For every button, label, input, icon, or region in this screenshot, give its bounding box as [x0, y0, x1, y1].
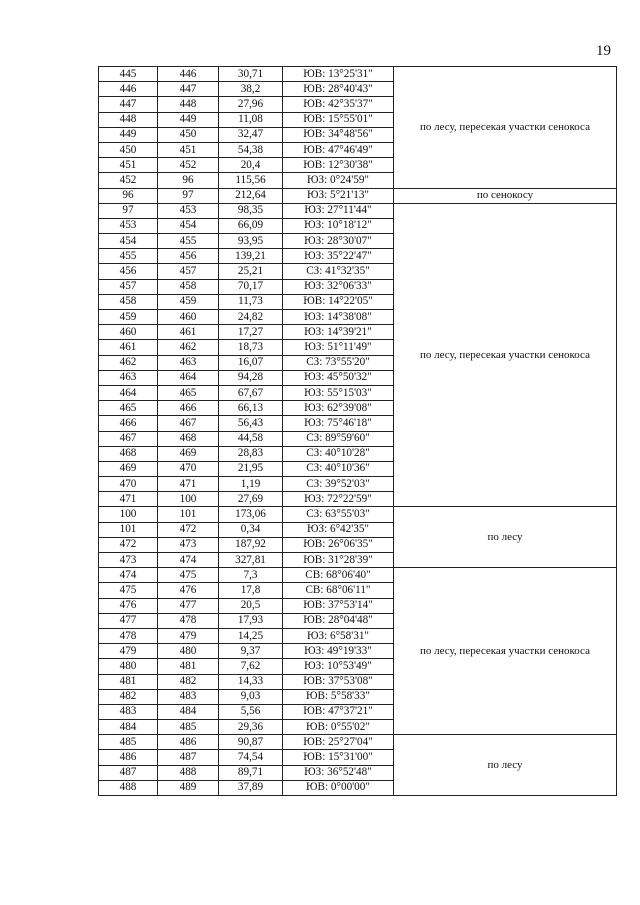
- distance-cell: 327,81: [219, 553, 283, 568]
- bearing-cell: ЮЗ: 28°30'07": [283, 234, 394, 249]
- from-point-cell: 448: [99, 112, 158, 127]
- from-point-cell: 458: [99, 294, 158, 309]
- bearing-cell: ЮЗ: 72°22'59": [283, 492, 394, 507]
- distance-cell: 25,21: [219, 264, 283, 279]
- bearing-cell: ЮВ: 28°40'43": [283, 82, 394, 97]
- from-point-cell: 469: [99, 461, 158, 476]
- bearing-cell: СЗ: 40°10'28": [283, 446, 394, 461]
- from-point-cell: 463: [99, 370, 158, 385]
- from-point-cell: 475: [99, 583, 158, 598]
- from-point-cell: 474: [99, 568, 158, 583]
- bearing-cell: ЮВ: 26°06'35": [283, 537, 394, 552]
- from-point-cell: 453: [99, 218, 158, 233]
- from-point-cell: 450: [99, 142, 158, 157]
- bearing-cell: СВ: 68°06'40": [283, 568, 394, 583]
- distance-cell: 74,54: [219, 750, 283, 765]
- table-row: [99, 507, 617, 522]
- to-point-cell: 487: [158, 750, 219, 765]
- from-point-cell: 462: [99, 355, 158, 370]
- description-cell: по лесу, пересекая участки сенокоса: [394, 67, 617, 189]
- from-point-cell: 485: [99, 735, 158, 750]
- to-point-cell: 465: [158, 385, 219, 400]
- bearing-cell: ЮЗ: 14°38'08": [283, 310, 394, 325]
- distance-cell: 139,21: [219, 249, 283, 264]
- to-point-cell: 477: [158, 598, 219, 613]
- to-point-cell: 463: [158, 355, 219, 370]
- from-point-cell: 100: [99, 507, 158, 522]
- bearing-cell: ЮЗ: 55°15'03": [283, 385, 394, 400]
- from-point-cell: 487: [99, 765, 158, 780]
- distance-cell: 30,71: [219, 67, 283, 82]
- bearing-cell: ЮВ: 28°04'48": [283, 613, 394, 628]
- to-point-cell: 473: [158, 537, 219, 552]
- distance-cell: 14,33: [219, 674, 283, 689]
- bearing-cell: СВ: 68°06'11": [283, 583, 394, 598]
- distance-cell: 32,47: [219, 127, 283, 142]
- from-point-cell: 467: [99, 431, 158, 446]
- distance-cell: 29,36: [219, 720, 283, 735]
- distance-cell: 93,95: [219, 234, 283, 249]
- distance-cell: 17,27: [219, 325, 283, 340]
- table-row: [99, 203, 617, 218]
- description-cell: по лесу, пересекая участки сенокоса: [394, 203, 617, 507]
- distance-cell: 17,93: [219, 613, 283, 628]
- bearing-cell: ЮВ: 31°28'39": [283, 553, 394, 568]
- to-point-cell: 455: [158, 234, 219, 249]
- bearing-cell: ЮЗ: 5°21'13": [283, 188, 394, 203]
- table-row: [99, 568, 617, 583]
- bearing-cell: ЮЗ: 75°46'18": [283, 416, 394, 431]
- to-point-cell: 476: [158, 583, 219, 598]
- to-point-cell: 469: [158, 446, 219, 461]
- from-point-cell: 472: [99, 537, 158, 552]
- from-point-cell: 488: [99, 780, 158, 795]
- to-point-cell: 457: [158, 264, 219, 279]
- from-point-cell: 96: [99, 188, 158, 203]
- distance-cell: 11,08: [219, 112, 283, 127]
- to-point-cell: 454: [158, 218, 219, 233]
- to-point-cell: 481: [158, 659, 219, 674]
- from-point-cell: 457: [99, 279, 158, 294]
- to-point-cell: 97: [158, 188, 219, 203]
- distance-cell: 38,2: [219, 82, 283, 97]
- from-point-cell: 477: [99, 613, 158, 628]
- bearing-cell: ЮЗ: 35°22'47": [283, 249, 394, 264]
- bearing-cell: ЮВ: 0°55'02": [283, 720, 394, 735]
- from-point-cell: 454: [99, 234, 158, 249]
- to-point-cell: 475: [158, 568, 219, 583]
- from-point-cell: 476: [99, 598, 158, 613]
- to-point-cell: 471: [158, 477, 219, 492]
- from-point-cell: 464: [99, 385, 158, 400]
- distance-cell: 173,06: [219, 507, 283, 522]
- bearing-cell: СЗ: 89°59'60": [283, 431, 394, 446]
- from-point-cell: 451: [99, 158, 158, 173]
- table-row: [99, 67, 617, 82]
- from-point-cell: 471: [99, 492, 158, 507]
- distance-cell: 0,34: [219, 522, 283, 537]
- to-point-cell: 478: [158, 613, 219, 628]
- from-point-cell: 482: [99, 689, 158, 704]
- distance-cell: 66,09: [219, 218, 283, 233]
- from-point-cell: 447: [99, 97, 158, 112]
- bearing-cell: СЗ: 40°10'36": [283, 461, 394, 476]
- distance-cell: 14,25: [219, 628, 283, 643]
- bearing-cell: ЮЗ: 0°24'59": [283, 173, 394, 188]
- to-point-cell: 100: [158, 492, 219, 507]
- to-point-cell: 482: [158, 674, 219, 689]
- to-point-cell: 456: [158, 249, 219, 264]
- to-point-cell: 450: [158, 127, 219, 142]
- bearing-cell: ЮВ: 47°37'21": [283, 704, 394, 719]
- distance-cell: 24,82: [219, 310, 283, 325]
- to-point-cell: 486: [158, 735, 219, 750]
- to-point-cell: 462: [158, 340, 219, 355]
- to-point-cell: 448: [158, 97, 219, 112]
- bearing-cell: ЮВ: 12°30'38": [283, 158, 394, 173]
- to-point-cell: 472: [158, 522, 219, 537]
- distance-cell: 212,64: [219, 188, 283, 203]
- bearing-cell: ЮВ: 14°22'05": [283, 294, 394, 309]
- from-point-cell: 483: [99, 704, 158, 719]
- to-point-cell: 459: [158, 294, 219, 309]
- to-point-cell: 479: [158, 628, 219, 643]
- description-cell: по лесу: [394, 735, 617, 796]
- to-point-cell: 446: [158, 67, 219, 82]
- from-point-cell: 486: [99, 750, 158, 765]
- distance-cell: 18,73: [219, 340, 283, 355]
- distance-cell: 89,71: [219, 765, 283, 780]
- distance-cell: 66,13: [219, 401, 283, 416]
- distance-cell: 98,35: [219, 203, 283, 218]
- bearing-cell: СЗ: 63°55'03": [283, 507, 394, 522]
- from-point-cell: 470: [99, 477, 158, 492]
- to-point-cell: 449: [158, 112, 219, 127]
- distance-cell: 94,28: [219, 370, 283, 385]
- distance-cell: 56,43: [219, 416, 283, 431]
- bearing-cell: СЗ: 73°55'20": [283, 355, 394, 370]
- to-point-cell: 489: [158, 780, 219, 795]
- bearing-cell: ЮЗ: 45°50'32": [283, 370, 394, 385]
- bearing-cell: ЮВ: 42°35'37": [283, 97, 394, 112]
- from-point-cell: 481: [99, 674, 158, 689]
- bearing-cell: ЮЗ: 49°19'33": [283, 644, 394, 659]
- from-point-cell: 101: [99, 522, 158, 537]
- distance-cell: 9,03: [219, 689, 283, 704]
- to-point-cell: 467: [158, 416, 219, 431]
- description-cell: по сенокосу: [394, 188, 617, 203]
- bearing-cell: ЮВ: 15°55'01": [283, 112, 394, 127]
- from-point-cell: 468: [99, 446, 158, 461]
- to-point-cell: 452: [158, 158, 219, 173]
- bearing-cell: ЮЗ: 6°42'35": [283, 522, 394, 537]
- distance-cell: 37,89: [219, 780, 283, 795]
- bearing-cell: СЗ: 41°32'35": [283, 264, 394, 279]
- bearing-cell: ЮЗ: 6°58'31": [283, 628, 394, 643]
- bearing-cell: ЮЗ: 10°18'12": [283, 218, 394, 233]
- to-point-cell: 480: [158, 644, 219, 659]
- from-point-cell: 445: [99, 67, 158, 82]
- from-point-cell: 478: [99, 628, 158, 643]
- from-point-cell: 465: [99, 401, 158, 416]
- distance-cell: 187,92: [219, 537, 283, 552]
- bearing-cell: ЮЗ: 32°06'33": [283, 279, 394, 294]
- distance-cell: 16,07: [219, 355, 283, 370]
- from-point-cell: 446: [99, 82, 158, 97]
- distance-cell: 17,8: [219, 583, 283, 598]
- distance-cell: 7,62: [219, 659, 283, 674]
- to-point-cell: 484: [158, 704, 219, 719]
- to-point-cell: 460: [158, 310, 219, 325]
- distance-cell: 28,83: [219, 446, 283, 461]
- bearing-cell: СЗ: 39°52'03": [283, 477, 394, 492]
- from-point-cell: 455: [99, 249, 158, 264]
- from-point-cell: 466: [99, 416, 158, 431]
- table-row: [99, 188, 617, 203]
- distance-cell: 21,95: [219, 461, 283, 476]
- to-point-cell: 466: [158, 401, 219, 416]
- bearing-cell: ЮВ: 34°48'56": [283, 127, 394, 142]
- bearing-cell: ЮЗ: 36°52'48": [283, 765, 394, 780]
- distance-cell: 27,96: [219, 97, 283, 112]
- distance-cell: 115,56: [219, 173, 283, 188]
- bearing-cell: ЮВ: 25°27'04": [283, 735, 394, 750]
- bearing-cell: ЮВ: 5°58'33": [283, 689, 394, 704]
- to-point-cell: 485: [158, 720, 219, 735]
- distance-cell: 5,56: [219, 704, 283, 719]
- to-point-cell: 447: [158, 82, 219, 97]
- distance-cell: 11,73: [219, 294, 283, 309]
- distance-cell: 1,19: [219, 477, 283, 492]
- distance-cell: 90,87: [219, 735, 283, 750]
- distance-cell: 7,3: [219, 568, 283, 583]
- from-point-cell: 456: [99, 264, 158, 279]
- to-point-cell: 483: [158, 689, 219, 704]
- to-point-cell: 468: [158, 431, 219, 446]
- to-point-cell: 101: [158, 507, 219, 522]
- distance-cell: 44,58: [219, 431, 283, 446]
- bearing-cell: ЮЗ: 27°11'44": [283, 203, 394, 218]
- bearing-cell: ЮЗ: 62°39'08": [283, 401, 394, 416]
- bearing-cell: ЮЗ: 10°53'49": [283, 659, 394, 674]
- distance-cell: 27,69: [219, 492, 283, 507]
- from-point-cell: 461: [99, 340, 158, 355]
- bearing-cell: ЮВ: 37°53'14": [283, 598, 394, 613]
- boundary-table: [98, 66, 617, 796]
- from-point-cell: 452: [99, 173, 158, 188]
- to-point-cell: 458: [158, 279, 219, 294]
- to-point-cell: 488: [158, 765, 219, 780]
- to-point-cell: 96: [158, 173, 219, 188]
- to-point-cell: 461: [158, 325, 219, 340]
- bearing-cell: ЮЗ: 14°39'21": [283, 325, 394, 340]
- distance-cell: 67,67: [219, 385, 283, 400]
- distance-cell: 9,37: [219, 644, 283, 659]
- table-row: [99, 735, 617, 750]
- from-point-cell: 484: [99, 720, 158, 735]
- to-point-cell: 470: [158, 461, 219, 476]
- from-point-cell: 459: [99, 310, 158, 325]
- bearing-cell: ЮВ: 13°25'31": [283, 67, 394, 82]
- from-point-cell: 97: [99, 203, 158, 218]
- distance-cell: 20,5: [219, 598, 283, 613]
- from-point-cell: 480: [99, 659, 158, 674]
- bearing-cell: ЮВ: 15°31'00": [283, 750, 394, 765]
- from-point-cell: 449: [99, 127, 158, 142]
- bearing-cell: ЮЗ: 51°11'49": [283, 340, 394, 355]
- distance-cell: 20,4: [219, 158, 283, 173]
- from-point-cell: 479: [99, 644, 158, 659]
- from-point-cell: 473: [99, 553, 158, 568]
- to-point-cell: 464: [158, 370, 219, 385]
- description-cell: по лесу: [394, 507, 617, 568]
- to-point-cell: 453: [158, 203, 219, 218]
- distance-cell: 54,38: [219, 142, 283, 157]
- to-point-cell: 451: [158, 142, 219, 157]
- from-point-cell: 460: [99, 325, 158, 340]
- page-number: 19: [596, 43, 611, 59]
- distance-cell: 70,17: [219, 279, 283, 294]
- bearing-cell: ЮВ: 0°00'00": [283, 780, 394, 795]
- bearing-cell: ЮВ: 37°53'08": [283, 674, 394, 689]
- description-cell: по лесу, пересекая участки сенокоса: [394, 568, 617, 735]
- to-point-cell: 474: [158, 553, 219, 568]
- bearing-cell: ЮВ: 47°46'49": [283, 142, 394, 157]
